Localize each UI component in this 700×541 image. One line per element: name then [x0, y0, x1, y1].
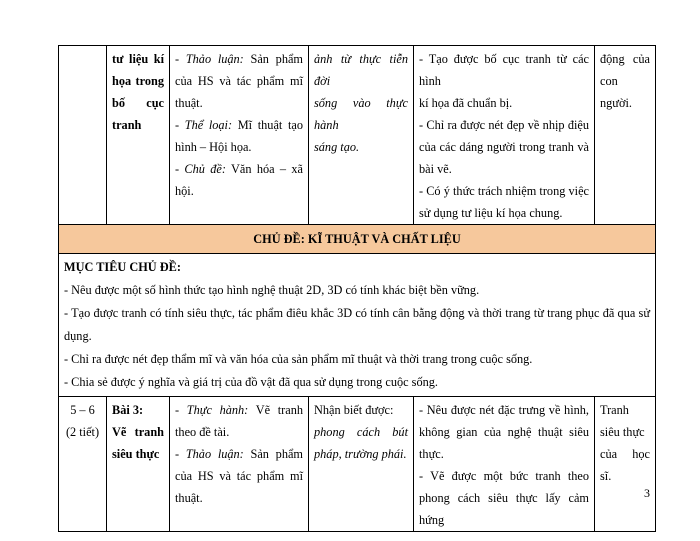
outcome-line: - Chỉ ra được nét đẹp về nhịp điệu	[419, 118, 589, 132]
period-line: 5 – 6	[70, 403, 95, 417]
period-line: (2 tiết)	[65, 425, 100, 439]
activity-line: - Thể loại: Mĩ thuật tạo	[175, 118, 303, 132]
activity-line: - Thảo luận: Sản phẩm	[175, 52, 303, 66]
table-row	[59, 46, 656, 225]
lesson-cell	[107, 46, 170, 225]
note-cell	[595, 397, 656, 532]
objectives-heading: MỤC TIÊU CHỦ ĐỀ:	[64, 260, 181, 274]
outcomes-cell	[414, 46, 595, 225]
table-row	[59, 397, 656, 532]
activity-line: của HS và tác phẩm mĩ	[175, 74, 303, 88]
activity-line: - Thực hành: Vẽ tranh	[175, 403, 303, 417]
period-cell	[59, 46, 107, 225]
activity-line: hình – Hội họa.	[175, 140, 252, 154]
approach-cell	[309, 46, 414, 225]
outcome-line: thực.	[419, 447, 444, 461]
lesson-line: họa trong	[112, 74, 164, 88]
approach-line: phong cách bút	[314, 425, 408, 439]
objective-item: dụng.	[64, 329, 92, 343]
note-line: động của	[600, 52, 650, 66]
approach-line: pháp, trường phái.	[314, 447, 407, 461]
lesson-line: bố cục	[112, 96, 164, 110]
outcome-line: không gian của nghệ thuật siêu	[419, 425, 589, 439]
activity-line: theo đề tài.	[175, 425, 230, 439]
lesson-line: Vẽ tranh	[112, 425, 164, 439]
note-line: sĩ.	[600, 469, 612, 483]
lesson-line: tranh	[112, 118, 142, 132]
note-line: Tranh	[600, 403, 629, 417]
activities-cell	[170, 397, 309, 532]
activity-line: - Chủ đề: Văn hóa – xã	[175, 162, 303, 176]
activity-line: của HS và tác phẩm mĩ	[175, 469, 303, 483]
curriculum-table	[58, 45, 656, 532]
period-cell	[59, 397, 107, 532]
approach-cell	[309, 397, 414, 532]
note-line: của học	[600, 447, 650, 461]
lesson-cell	[107, 397, 170, 532]
topic-banner-row	[59, 225, 656, 254]
note-line: siêu thực	[600, 425, 645, 439]
activity-line: hội.	[175, 184, 194, 198]
lesson-line: tư liệu kí	[112, 52, 164, 66]
objective-item: - Tạo được tranh có tính siêu thực, tác phẩm điêu khắc 3D có tính cân bằng động và thời trang từ trang phục đã qua sử	[64, 306, 650, 320]
page-number: 3	[644, 486, 650, 500]
objective-item: - Nêu được một số hình thức tạo hình nghệ thuật 2D, 3D có tính khác biệt bền vững.	[64, 283, 480, 297]
approach-line: sáng tạo.	[314, 140, 360, 154]
objective-item: - Chia sẻ được ý nghĩa và giá trị của đồ vật đã qua sử dụng trong cuộc sống.	[64, 375, 438, 389]
activities-cell	[170, 46, 309, 225]
outcome-line: của các dáng người trong tranh và	[419, 140, 589, 154]
outcomes-cell	[414, 397, 595, 532]
note-line: người.	[600, 96, 632, 110]
outcome-line: kí họa đã chuẩn bị.	[419, 96, 513, 110]
approach-line: ảnh từ thực tiễn đời	[314, 52, 408, 88]
approach-line: sống vào thực hành	[314, 96, 408, 132]
outcome-line: sử dụng tư liệu kí họa chung.	[419, 206, 563, 220]
note-line: con	[600, 74, 618, 88]
outcome-line: - Có ý thức trách nhiệm trong việc	[419, 184, 589, 198]
objective-item: - Chỉ ra được nét đẹp thẩm mĩ và văn hóa của sản phẩm mĩ thuật và thời trang trong cuộc sống.	[64, 352, 533, 366]
activity-line: - Thảo luận: Sản phẩm	[175, 447, 303, 461]
topic-banner: CHỦ ĐỀ: KĨ THUẬT VÀ CHẤT LIỆU	[59, 225, 656, 254]
lesson-line: siêu thực	[112, 447, 160, 461]
outcome-line: - Nêu được nét đặc trưng về hình,	[419, 403, 589, 417]
objectives-cell	[59, 254, 656, 397]
objectives-row	[59, 254, 656, 397]
outcome-line: - Tạo được bố cục tranh từ các hình	[419, 52, 589, 88]
lesson-line: Bài 3:	[112, 403, 144, 417]
note-cell	[595, 46, 656, 225]
approach-line: Nhận biết được:	[314, 403, 394, 417]
activity-line: thuật.	[175, 491, 203, 505]
activity-line: thuật.	[175, 96, 203, 110]
outcome-line: phong cách siêu thực lấy cảm hứng	[419, 491, 589, 527]
outcome-line: bài vẽ.	[419, 162, 452, 176]
outcome-line: - Vẽ được một bức tranh theo	[419, 469, 589, 483]
